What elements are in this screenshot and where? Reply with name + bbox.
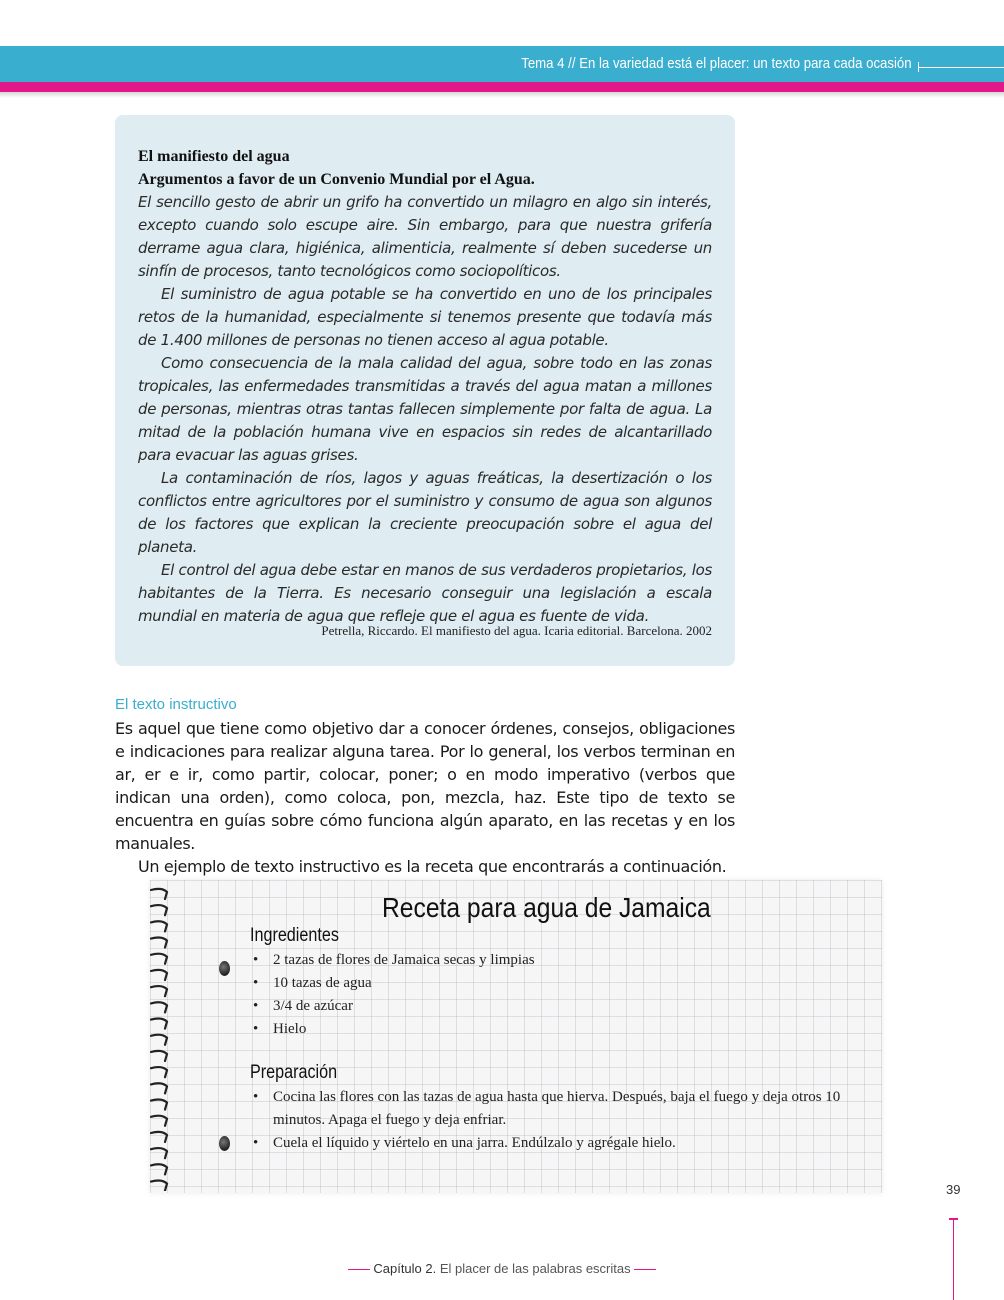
preparation-heading: Preparación: [250, 1062, 338, 1083]
quote-subtitle: Argumentos a favor de un Convenio Mundial por el Agua.: [138, 171, 535, 188]
spiral-coil: [151, 937, 167, 947]
recipe-title: Receta para agua de Jamaica: [382, 892, 711, 923]
spiral-coil: [151, 921, 167, 931]
spiral-coil: [151, 1180, 167, 1190]
header-bar: [0, 46, 1004, 82]
list-item: • Cuela el líquido y viértelo en una jarra. Endúlzalo y agrégale hielo.: [250, 1132, 860, 1155]
list-item: • Cocina las flores con las tazas de agua hasta que hierva. Después, baja el fuego y deja otros 10 minutos. Apaga el fuego y deja enfriar.: [250, 1086, 860, 1132]
ingredients-list: [250, 949, 850, 1041]
spiral-coil: [151, 1116, 167, 1126]
quote-paragraph: El sencillo gesto de abrir un grifo ha convertido un milagro en algo sin interés, excepto cuando solo escupe aire. Sin embargo, para que nuestra grifería derrame agua clara, higiénica, alimenticia, realmente sí deben sucederse un sinfín de procesos, tanto tecnológicos como sociopolíticos.: [138, 193, 712, 280]
header-shadow: [0, 92, 1004, 98]
spiral-coil: [151, 1002, 167, 1012]
list-item: • 2 tazas de flores de Jamaica secas y limpias: [250, 949, 850, 972]
footer: [0, 1261, 1004, 1276]
ingredients-heading: Ingredientes: [250, 925, 339, 946]
spiral-coil: [151, 1051, 167, 1061]
header-accent-bar: [0, 82, 1004, 92]
section-paragraph: Es aquel que tiene como objetivo dar a conocer órdenes, consejos, obligaciones e indicaciones para realizar alguna tarea. Por lo general, los verbos terminan en ar, er e ir, como partir, colocar, poner; o en modo imperativo (verbos que indican una orden), como coloca, pon, mezcla, haz. Este tipo de texto se encuentra en guías sobre cómo funciona algún aparato, en las recetas y en los manuales.: [115, 719, 735, 853]
quote-paragraph: El suministro de agua potable se ha convertido en uno de los principales retos de la humanidad, especialmente si tenemos presente que todavía más de 1.400 millones de personas no tienen acceso al agua potable.: [138, 285, 712, 349]
margin-rule: [953, 1220, 954, 1300]
section-paragraph: Un ejemplo de texto instructivo es la receta que encontrarás a continuación.: [138, 857, 727, 876]
spiral-coil: [151, 1148, 167, 1158]
footer-rule-right: [634, 1269, 656, 1270]
list-item: • Hielo: [250, 1018, 850, 1041]
footer-chapter: Capítulo 2.: [373, 1261, 437, 1276]
preparation-list: [250, 1086, 860, 1155]
spiral-coil: [151, 905, 167, 915]
quote-paragraph: La contaminación de ríos, lagos y aguas freáticas, la desertización o los conflictos entre agricultores por el suministro y consumo de agua son algunos de los factores que explican la creciente preocupación sobre el agua del planeta.: [138, 469, 712, 556]
spiral-coil: [151, 1132, 167, 1142]
page-number: 39: [946, 1182, 961, 1197]
punch-hole-icon: [219, 1136, 230, 1151]
header-title: Tema 4 // En la variedad está el placer: un texto para cada ocasión: [521, 55, 912, 72]
spiral-coil: [151, 970, 167, 980]
spiral-coil: [151, 1067, 167, 1077]
spiral-coil: [151, 954, 167, 964]
quote-source: Petrella, Riccardo. El manifiesto del agua. Icaria editorial. Barcelona. 2002: [321, 623, 712, 638]
quote-paragraph: El control del agua debe estar en manos de sus verdaderos propietarios, los habitantes de la Tierra. Es necesario conseguir una legislación a escala mundial en materia de agua que refleje que el agua es fuente de vida.: [138, 561, 712, 625]
spiral-coil: [151, 986, 167, 996]
spiral-binding-icon: [148, 886, 172, 1191]
spiral-coil: [151, 1164, 167, 1174]
list-item: • 3/4 de azúcar: [250, 995, 850, 1018]
header-rule: [918, 67, 1004, 68]
quote-title: El manifiesto del agua: [138, 148, 290, 165]
quote-paragraph: Como consecuencia de la mala calidad del agua, sobre todo en las zonas tropicales, las enfermedades transmitidas a través del agua matan a millones de personas, mientras otras tantas fallecen simplemente por falta de agua. La mitad de la población humana vive en espacios sin redes de alcantarillado para evacuar las aguas grises.: [138, 354, 712, 464]
spiral-coil: [151, 1099, 167, 1109]
spiral-coil: [151, 1083, 167, 1093]
section-body: [115, 717, 735, 878]
footer-rule-left: [348, 1269, 370, 1270]
spiral-coil: [151, 1018, 167, 1028]
footer-chapter-title: El placer de las palabras escritas: [439, 1261, 631, 1276]
quote-box: [115, 115, 735, 666]
punch-hole-icon: [219, 961, 230, 976]
list-item: • 10 tazas de agua: [250, 972, 850, 995]
section-title: El texto instructivo: [115, 696, 237, 713]
spiral-coil: [151, 1035, 167, 1045]
spiral-coil: [151, 889, 167, 899]
